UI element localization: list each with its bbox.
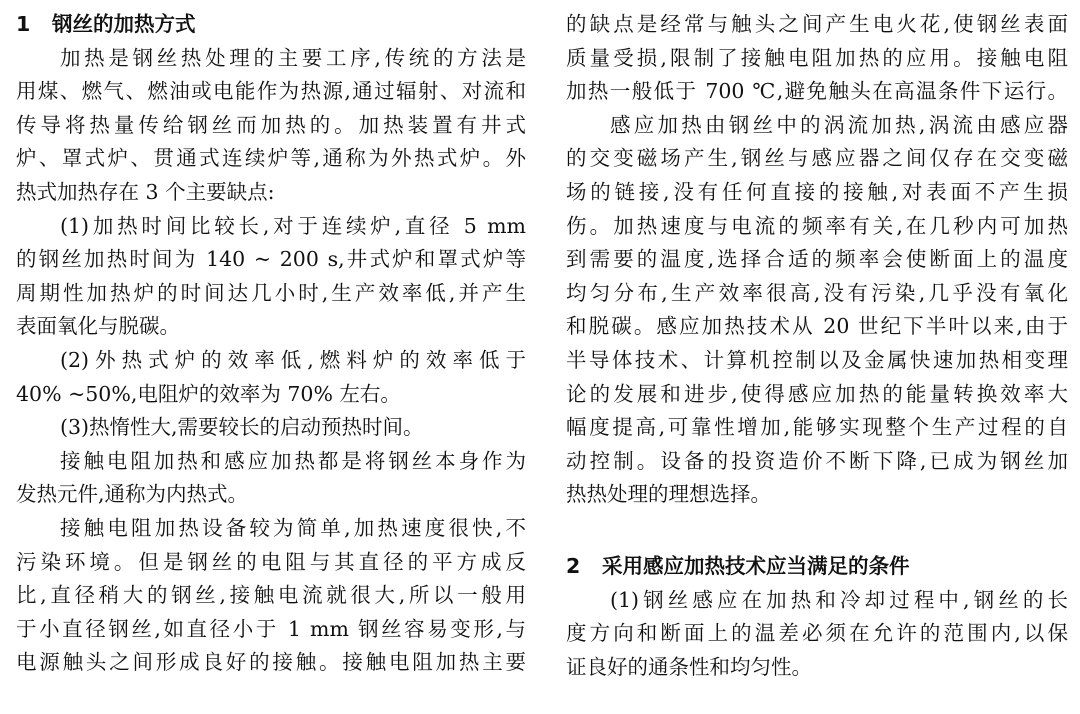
- text-line: 接触电阻加热和感应加热都是将钢丝本身作为: [60, 448, 526, 473]
- section-number: 2: [566, 553, 581, 578]
- text-line: 论的发展和进步,使得感应加热的能量转换效率大: [566, 381, 1068, 406]
- text-line: (3)热惰性大,需要较长的启动预热时间。: [60, 415, 424, 440]
- text-line: 于小直径钢丝,如直径小于 1 mm 钢丝容易变形,与: [16, 616, 526, 641]
- left-column-body: [16, 42, 526, 680]
- text-line: 传导将热量传给钢丝而加热的。加热装置有井式: [16, 112, 526, 137]
- section-1-heading: [16, 8, 526, 42]
- text-line: 均匀分布,生产效率很高,没有污染,几乎没有氧化: [566, 280, 1068, 305]
- text-line: 的钢丝加热时间为 140 ~ 200 s,井式炉和罩式炉等: [16, 247, 526, 272]
- text-line: 接触电阻加热设备较为简单,加热速度很快,不: [60, 515, 526, 540]
- text-line: 40% ~50%,电阻炉的效率为 70% 左右。: [16, 381, 401, 406]
- text-line: 表面氧化与脱碳。: [16, 314, 180, 339]
- text-line: 质量受损,限制了接触电阻加热的应用。接触电阻: [566, 45, 1068, 70]
- text-line: 电源触头之间形成良好的接触。接触电阻加热主要: [16, 650, 526, 675]
- text-line: 度方向和断面上的温差必须在允许的范围内,以保: [566, 621, 1068, 646]
- left-column: [16, 8, 526, 680]
- text-line: 证良好的通条性和均匀性。: [566, 654, 812, 679]
- section-title: 采用感应加热技术应当满足的条件: [602, 553, 910, 578]
- text-line: 炉、罩式炉、贯通式连续炉等,通称为外热式炉。外: [16, 146, 526, 171]
- right-column-body: [566, 8, 1068, 512]
- section-number: 1: [16, 12, 31, 36]
- section-title: 钢丝的加热方式: [52, 12, 196, 36]
- text-line: (2)外热式炉的效率低,燃料炉的效率低于: [60, 347, 526, 372]
- text-line: 加热是钢丝热处理的主要工序,传统的方法是: [60, 45, 526, 70]
- text-line: 比,直径稍大的钢丝,接触电流就很大,所以一般用: [16, 583, 526, 608]
- text-line: 热式加热存在 3 个主要缺点:: [16, 179, 275, 204]
- text-line: 周期性加热炉的时间达几小时,生产效率低,并产生: [16, 280, 526, 305]
- text-line: 幅度提高,可靠性增加,能够实现整个生产过程的自: [566, 415, 1068, 440]
- text-line: 和脱碳。感应加热技术从 20 世纪下半叶以来,由于: [566, 314, 1068, 339]
- text-line: (1)加热时间比较长,对于连续炉,直径 5 mm: [60, 213, 526, 238]
- text-line: 的缺点是经常与触头之间产生电火花,使钢丝表面: [566, 12, 1068, 36]
- text-line: 伤。加热速度与电流的频率有关,在几秒内可加热: [566, 213, 1068, 238]
- text-line: 发热元件,通称为内热式。: [16, 482, 249, 507]
- text-line: 感应加热由钢丝中的涡流加热,涡流由感应器: [610, 112, 1068, 137]
- right-column-body-2: [566, 584, 1068, 685]
- text-line: 到需要的温度,选择合适的频率会使断面上的温度: [566, 247, 1068, 272]
- text-line: 加热一般低于 700 ℃,避免触头在高温条件下运行。: [566, 79, 1068, 104]
- text-line: (1)钢丝感应在加热和冷却过程中,钢丝的长: [610, 587, 1068, 612]
- text-line: 热热处理的理想选择。: [566, 482, 771, 507]
- text-line: 的交变磁场产生,钢丝与感应器之间仅存在交变磁: [566, 146, 1068, 171]
- right-column: [566, 8, 1068, 684]
- text-line: 污染环境。但是钢丝的电阻与其直径的平方成反: [16, 549, 526, 574]
- section-2-heading: [566, 550, 1068, 584]
- text-line: 动控制。设备的投资造价不断下降,已成为钢丝加: [566, 448, 1068, 473]
- text-line: 场的链接,没有任何直接的接触,对表面不产生损: [566, 179, 1068, 204]
- text-line: 用煤、燃气、燃油或电能作为热源,通过辐射、对流和: [16, 79, 526, 104]
- text-line: 半导体技术、计算机控制以及金属快速加热相变理: [566, 347, 1068, 372]
